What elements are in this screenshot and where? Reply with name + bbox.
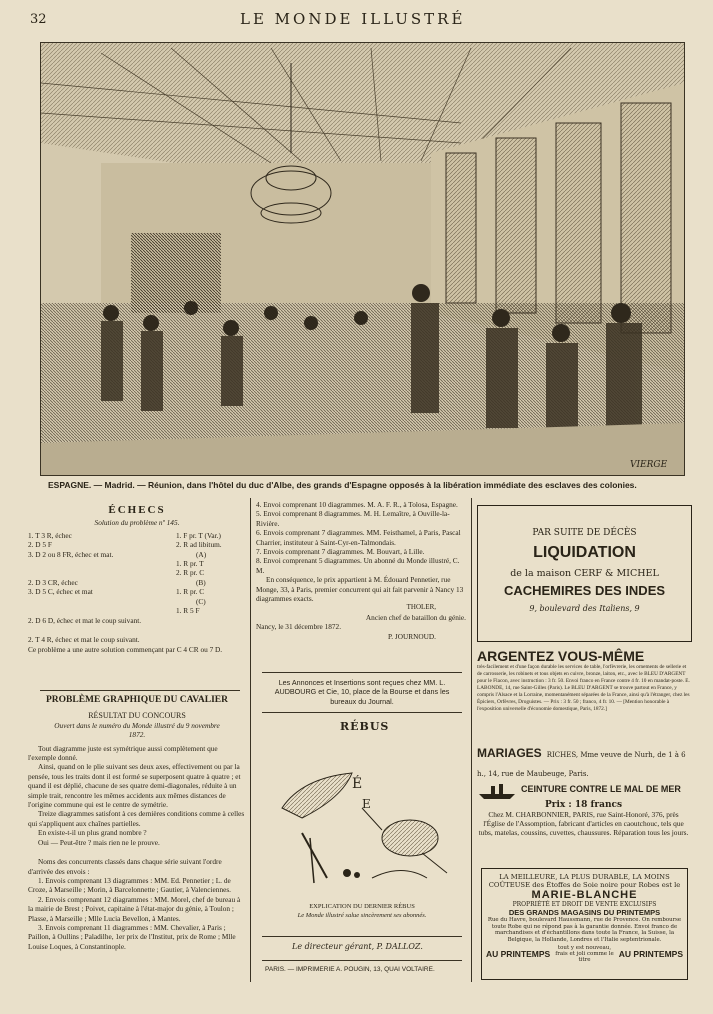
column-rule-1 xyxy=(250,498,251,982)
engraving-scene xyxy=(41,43,684,475)
ad-mb-body: Rue du Havre, boulevard Haussmann, rue de Provence. On rembourse toute Robe qui ne répond pas à la garantie donnée. Envoi franco de marchandises et d'échantillons dans toute la France, la Suisse, la Belgique, la Hollande, Londres et l'Italie septentrionale. xyxy=(487,917,682,943)
paragraph: Ainsi, quand on le plie suivant ses deux axes, effectivement ou par la pensée, tous les traits dont il est formé se superposent quatre à quatre ; et quand il est déplié, chacune de ses quatre demi-diagonales, réduite à un simple trait, rencontre les mêmes accidents aux mêmes distances de l'origine commune qui est le centre de symétrie. xyxy=(28,762,241,810)
paragraph: 1. Envois comprenant 13 diagrammes : MM. Ed. Pennetier ; L. de Croze, à Marseille ; Morin, à Barcelonnette ; Gautier, à Valenciennes. xyxy=(28,875,231,895)
move-line: 2. D 3 CR, échec xyxy=(28,578,78,588)
ad-mb-title: MARIE-BLANCHE xyxy=(531,889,638,901)
page-number: 32 xyxy=(30,12,47,27)
move-line: 2. T 4 R, échec et mat le coup suivant. xyxy=(28,635,140,645)
ad-mb-store: DES GRANDS MAGASINS DU PRINTEMPS xyxy=(508,908,661,917)
section-divider xyxy=(40,690,240,691)
paragraph: 2. Envois comprenant 12 diagrammes : MM. Morel, chef de bureau à la mairie de Brest ; Poivet, capitaine à l'état-major du génie, à Toulon ; Plasse, à Marseille ; Mlle Lucia Bevellon, à Mantes. xyxy=(28,894,241,923)
move-line: (A) xyxy=(196,549,207,559)
echecs-section xyxy=(28,506,246,654)
annonces-notice: Les Annonces et Insertions sont reçues chez MM. L. AUDBOURG et Cie, 10, place de la Bourse et dans les bureaux du Journal. xyxy=(274,678,450,706)
ad-ceinture xyxy=(477,778,690,837)
move-line: 2. D 6 D, échec et mat le coup suivant. xyxy=(28,615,142,625)
move-line: 1. R 5 F xyxy=(176,606,200,616)
rebus-letter: É xyxy=(352,776,363,792)
move-line: 1. F pr. T (Var.) xyxy=(176,530,221,540)
rebus-explanation-text: Le Monde illustré salue sincèrement ses abonnés. xyxy=(297,912,427,920)
paragraph: 7. Envois comprenant 7 diagrammes. M. Bouvart, à Lille. xyxy=(256,547,425,557)
result-title: RÉSULTAT DU CONCOURS xyxy=(88,711,186,721)
echecs-black-moves xyxy=(136,531,246,645)
ad-mb-mid: tout y est nouveau, frais et joli comme le titre xyxy=(555,945,614,964)
middle-column xyxy=(256,500,466,641)
ad-product: CACHEMIRES DES INDES xyxy=(503,583,666,598)
echecs-white-moves xyxy=(28,530,142,645)
section-divider xyxy=(262,960,462,961)
illustration-caption: ESPAGNE. — Madrid. — Réunion, dans l'hôtel du duc d'Albe, des grands d'Espagne opposés à la libération immédiate des esclaves des colonies. xyxy=(48,480,637,490)
section-divider xyxy=(262,712,462,713)
signer: THOLER, xyxy=(406,603,436,612)
paragraph: 3. Envois comprenant 11 diagrammes : MM. Chevalier, à Paris ; Paillon, à Oullins ; Paladilhe, 1er prix de l'Institut, prix de Rome ; Mlle Louise Loques, à Constantinople. xyxy=(28,922,236,951)
ad-liquidation xyxy=(477,505,692,642)
echecs-title: ÉCHECS xyxy=(108,504,166,516)
ad-argentez-body: très-facilement et d'une façon durable les services de table, l'orfèvrerie, les ornements de sellerie et de carrosserie, les robinets et tous objets en cuivre, bronze, laiton, etc., avec le BLEU D'ARGENT pour le Flacon, avec instruction : 3 fr. 50. Envoi franco en France contre 4 fr. 10 en mandat-poste. E. LABONDE, 14, rue Saint-Gilles (Paris). Le BLEU D'ARGENT se trouve partout en France, y compris l'Alsace et la Lorraine, momentanément séparées de la France, ainsi qu'à l'étranger, chez les Épiciers, Orfèvres, Droguistes. — Prix : 3 fr. 50 ; franco, 4 fr. 10. — [Mention honorable à l'exposition universelle d'économie domestique, Paris, 1872.] xyxy=(477,664,690,712)
move-line: 3. D 2 ou 8 FR, échec et mat. xyxy=(28,549,114,559)
cavalier-section xyxy=(28,696,246,951)
ad-title: LIQUIDATION xyxy=(533,544,636,561)
rebus-title: RÉBUS xyxy=(340,720,390,733)
artist-signature: VIERGE xyxy=(630,460,668,470)
ad-mariages xyxy=(477,742,690,780)
section-divider xyxy=(262,936,462,937)
engraving-illustration xyxy=(40,42,685,476)
ad-marie-blanche xyxy=(481,868,688,980)
result-subtitle: Ouvert dans le numéro du Monde illustré du 9 novembre 1872. xyxy=(54,720,220,740)
move-line: 1. R pr. C xyxy=(176,587,205,597)
signer-title: Ancien chef de bataillon du génie. xyxy=(365,612,466,622)
paragraph: Treize diagrammes satisfont à ces dernières conditions comme à celles qui s'appliquent aux chaînes partielles. xyxy=(28,809,245,828)
paragraph: Noms des concurrents classés dans chaque série suivant l'ordre d'arrivée des envois : xyxy=(28,857,222,876)
move-line: 2. D 5 F xyxy=(28,540,52,550)
move-line: 3. D 5 C, échec et mat xyxy=(28,587,93,597)
ad-address: 9, boulevard des Italiens, 9 xyxy=(529,604,640,613)
paragraph: Tout diagramme juste est symétrique aussi complètement que l'exemple donné. xyxy=(28,743,218,763)
ad-argentez-title: ARGENTEZ VOUS-MÊME xyxy=(477,648,645,664)
move-line: (C) xyxy=(196,596,206,606)
ad-ceinture-body: Chez M. CHARBONNIER, PARIS, rue Saint-Honoré, 376, près l'Église de l'Assomption, fabricant d'articles en caoutchouc, tels que tubs, matelas, coussins, cuvettes, chaussures. Réparation tous les jours. xyxy=(478,810,689,837)
paragraph: 5. Envoi comprenant 8 diagrammes. M. H. Lemaître, à Ouville-la-Rivière. xyxy=(256,509,450,528)
ad-house: de la maison CERF & MICHEL xyxy=(510,568,659,579)
move-line: 2. R pr. C xyxy=(176,568,205,578)
ad-mb-owner: PROPRIÉTÉ ET DROIT DE VENTE EXCLUSIFS xyxy=(512,901,657,908)
ad-argentez xyxy=(477,648,690,713)
journal-title: LE MONDE ILLUSTRÉ xyxy=(240,10,466,28)
ship-icon xyxy=(477,778,517,800)
paragraph: 4. Envoi comprenant 10 diagrammes. M. A. F. R., à Tolosa, Espagne. xyxy=(256,500,458,509)
ad-pre: PAR SUITE DE DÉCÈS xyxy=(532,528,637,538)
move-line: (B) xyxy=(196,577,206,587)
move-line: 2. R ad libitum. xyxy=(176,540,222,550)
gerant-line: Le directeur gérant, P. DALLOZ. xyxy=(292,942,423,951)
column-rule-2 xyxy=(471,498,472,982)
ad-mb-left: AU PRINTEMPS xyxy=(486,949,551,960)
ad-ceinture-title: CEINTURE CONTRE LE MAL DE MER xyxy=(521,784,681,794)
paragraph: Oui — Peut-être ? mais rien ne le prouve. xyxy=(38,837,160,847)
cavalier-title: PROBLÈME GRAPHIQUE DU CAVALIER xyxy=(45,695,229,705)
echecs-note: Ce problème a une autre solution commençant par C 4 CR ou 7 D. xyxy=(28,644,223,654)
ad-mb-intro: LA MEILLEURE, LA PLUS DURABLE, LA MOINS COÛTEUSE des Étoffes de Soie noire pour Robes est le xyxy=(488,873,681,889)
move-line: 1. R pr. T xyxy=(176,559,204,569)
ad-mariages-title: MARIAGES xyxy=(477,746,542,760)
imprint: PARIS. — IMPRIMERIE A. POUGIN, 13, QUAI VOLTAIRE. xyxy=(265,966,435,973)
paragraph: 6. Envois comprenant 7 diagrammes. MM. Feisthamel, à Paris, Pascal Charrier, instituteur à Saint-Cyr-en-Talmondais. xyxy=(256,528,461,547)
rebus-image xyxy=(262,738,462,898)
rebus-explanation xyxy=(262,902,462,921)
rebus-letter: E xyxy=(362,797,371,811)
paragraph: 8. Envoi comprenant 5 diagrammes. Un abonné du Monde illustré, C. M. xyxy=(256,556,460,575)
ad-ceinture-price: Prix : 18 francs xyxy=(544,800,623,810)
date-line: Nancy, le 31 décembre 1872. xyxy=(256,622,342,632)
rebus-drawing xyxy=(262,738,462,898)
ad-mb-right: AU PRINTEMPS xyxy=(618,949,683,960)
ad-mariages-body: RICHES, Mme veuve de Nurh, de 1 à 6 h., 14, rue de Maubeuge, Paris. xyxy=(477,751,686,778)
section-divider xyxy=(262,672,462,673)
signer-2: P. JOURNOUD. xyxy=(387,631,436,641)
rebus-explanation-title: EXPLICATION DU DERNIER RÉBUS xyxy=(309,903,415,910)
paragraph: En existe-t-il un plus grand nombre ? xyxy=(38,828,147,838)
echecs-subtitle: Solution du problème nº 145. xyxy=(94,518,180,528)
paragraph: En conséquence, le prix appartient à M. Édouard Pennetier, rue Monge, 33, à Paris, premier concurrent qui ait fait parvenir à Nancy 13 diagrammes exacts. xyxy=(256,575,464,604)
move-line: 1. T 3 R, échec xyxy=(28,530,72,540)
